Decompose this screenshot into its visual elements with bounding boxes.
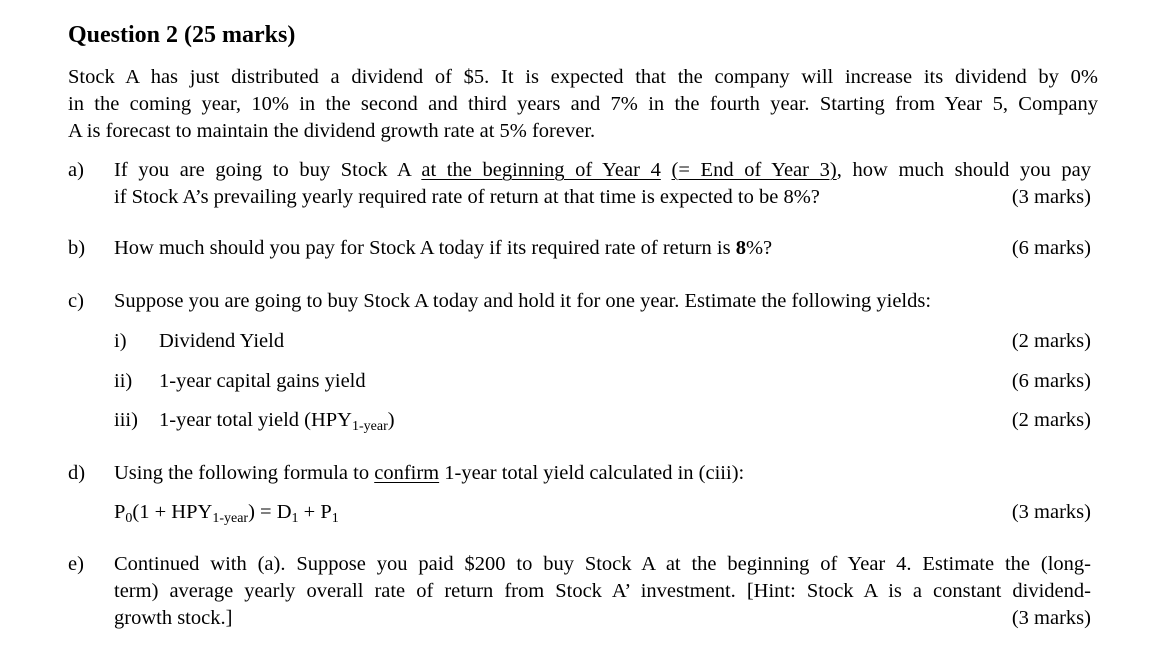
part-d-marks: (3 marks)	[1011, 501, 1091, 523]
part-e-label: e)	[68, 553, 84, 575]
part-e-text-line-1: Continued with (a). Suppose you paid $200 to buy Stock A at the beginning of Year 4. Estimate the (long-	[114, 553, 1091, 575]
formula-p: P	[114, 501, 126, 523]
question-title: Question 2 (25 marks)	[68, 22, 296, 48]
part-c-item-text	[159, 407, 395, 436]
part-c-line	[0, 288, 1153, 315]
formula-p1: + P	[298, 501, 332, 523]
question-intro	[68, 64, 1098, 145]
part-b-text-post: %?	[745, 237, 773, 259]
part-b-text-pre: How much should you pay for Stock A today if its required rate of return is	[114, 237, 736, 259]
part-c-item-marks: (2 marks)	[1011, 409, 1091, 431]
part-a-text-mid	[661, 159, 672, 181]
end-year-3-underlined: (= End of Year 3)	[671, 159, 837, 181]
part-a-marks: (3 marks)	[1011, 186, 1091, 208]
hpy-text: 1-year total yield (HPY	[159, 409, 352, 431]
intro-line-3: A is forecast to maintain the dividend growth rate at 5% forever.	[68, 120, 596, 142]
part-e-text-line-2: term) average yearly overall rate of return from Stock A’ investment. [Hint: Stock A is a constant dividend-	[114, 580, 1091, 602]
hpy-close-paren: )	[387, 409, 395, 431]
part-a-text-line-1	[114, 157, 1091, 184]
part-c-item-ii	[0, 368, 1153, 395]
part-c-item-iii	[0, 407, 1153, 434]
formula-hpy-subscript: 1-year	[212, 511, 249, 526]
part-c-item-text: Dividend Yield	[159, 330, 285, 352]
formula-hpy: (1 + HPY	[132, 501, 213, 523]
part-c-item-text: 1-year capital gains yield	[159, 370, 366, 392]
part-a-line-1	[0, 157, 1153, 184]
part-c-text: Suppose you are going to buy Stock A today and hold it for one year. Estimate the following yields:	[114, 290, 932, 312]
hpy-subscript: 1-year	[352, 419, 388, 434]
part-c-item-label: ii)	[114, 370, 133, 392]
intro-line-2: in the coming year, 10% in the second and third years and 7% in the fourth year. Starting from Year 5, Company	[68, 93, 1098, 115]
formula-d1-subscript: 1	[291, 511, 299, 526]
formula-d: ) = D	[248, 501, 292, 523]
part-a-text-post: , how much should you pay	[836, 159, 1092, 181]
part-e-line-1	[0, 551, 1153, 578]
formula-p1-subscript: 1	[331, 511, 339, 526]
part-b-label: b)	[68, 237, 86, 259]
part-c-item-marks: (2 marks)	[1011, 330, 1091, 352]
part-d-text	[114, 460, 744, 487]
part-e-line-3	[0, 605, 1153, 632]
intro-line-1: Stock A has just distributed a dividend of $5. It is expected that the company will increase its dividend by 0%	[68, 66, 1098, 88]
part-b-rate-bold: 8	[735, 237, 746, 259]
part-e-text-line-3: growth stock.]	[114, 607, 233, 629]
part-c-item-label: i)	[114, 330, 127, 352]
part-b-marks: (6 marks)	[1011, 237, 1091, 259]
part-d-text-pre: Using the following formula to	[114, 462, 375, 484]
part-e-line-2	[0, 578, 1153, 605]
part-d-line	[0, 460, 1153, 487]
formula-p0-subscript: 0	[125, 511, 133, 526]
part-b-line	[0, 235, 1153, 262]
confirm-underlined: confirm	[374, 462, 440, 484]
part-a-label: a)	[68, 159, 84, 181]
part-c-item-marks: (6 marks)	[1011, 370, 1091, 392]
part-c-label: c)	[68, 290, 84, 312]
part-c-item-label: iii)	[114, 409, 138, 431]
part-d-text-post: 1-year total yield calculated in (ciii):	[439, 462, 745, 484]
part-a-text-pre: If you are going to buy Stock A	[114, 159, 422, 181]
part-a-line-2	[0, 184, 1153, 211]
part-a-text-line-2: if Stock A’s prevailing yearly required rate of return at that time is expected to be 8%?	[114, 186, 820, 208]
part-b-text	[114, 235, 772, 262]
part-c-item-i	[0, 328, 1153, 355]
part-d-formula-line	[0, 499, 1153, 526]
part-e-marks: (3 marks)	[1011, 607, 1091, 629]
beginning-year-4-underlined: at the beginning of Year 4	[421, 159, 661, 181]
part-d-label: d)	[68, 462, 86, 484]
part-d-formula	[114, 499, 339, 528]
